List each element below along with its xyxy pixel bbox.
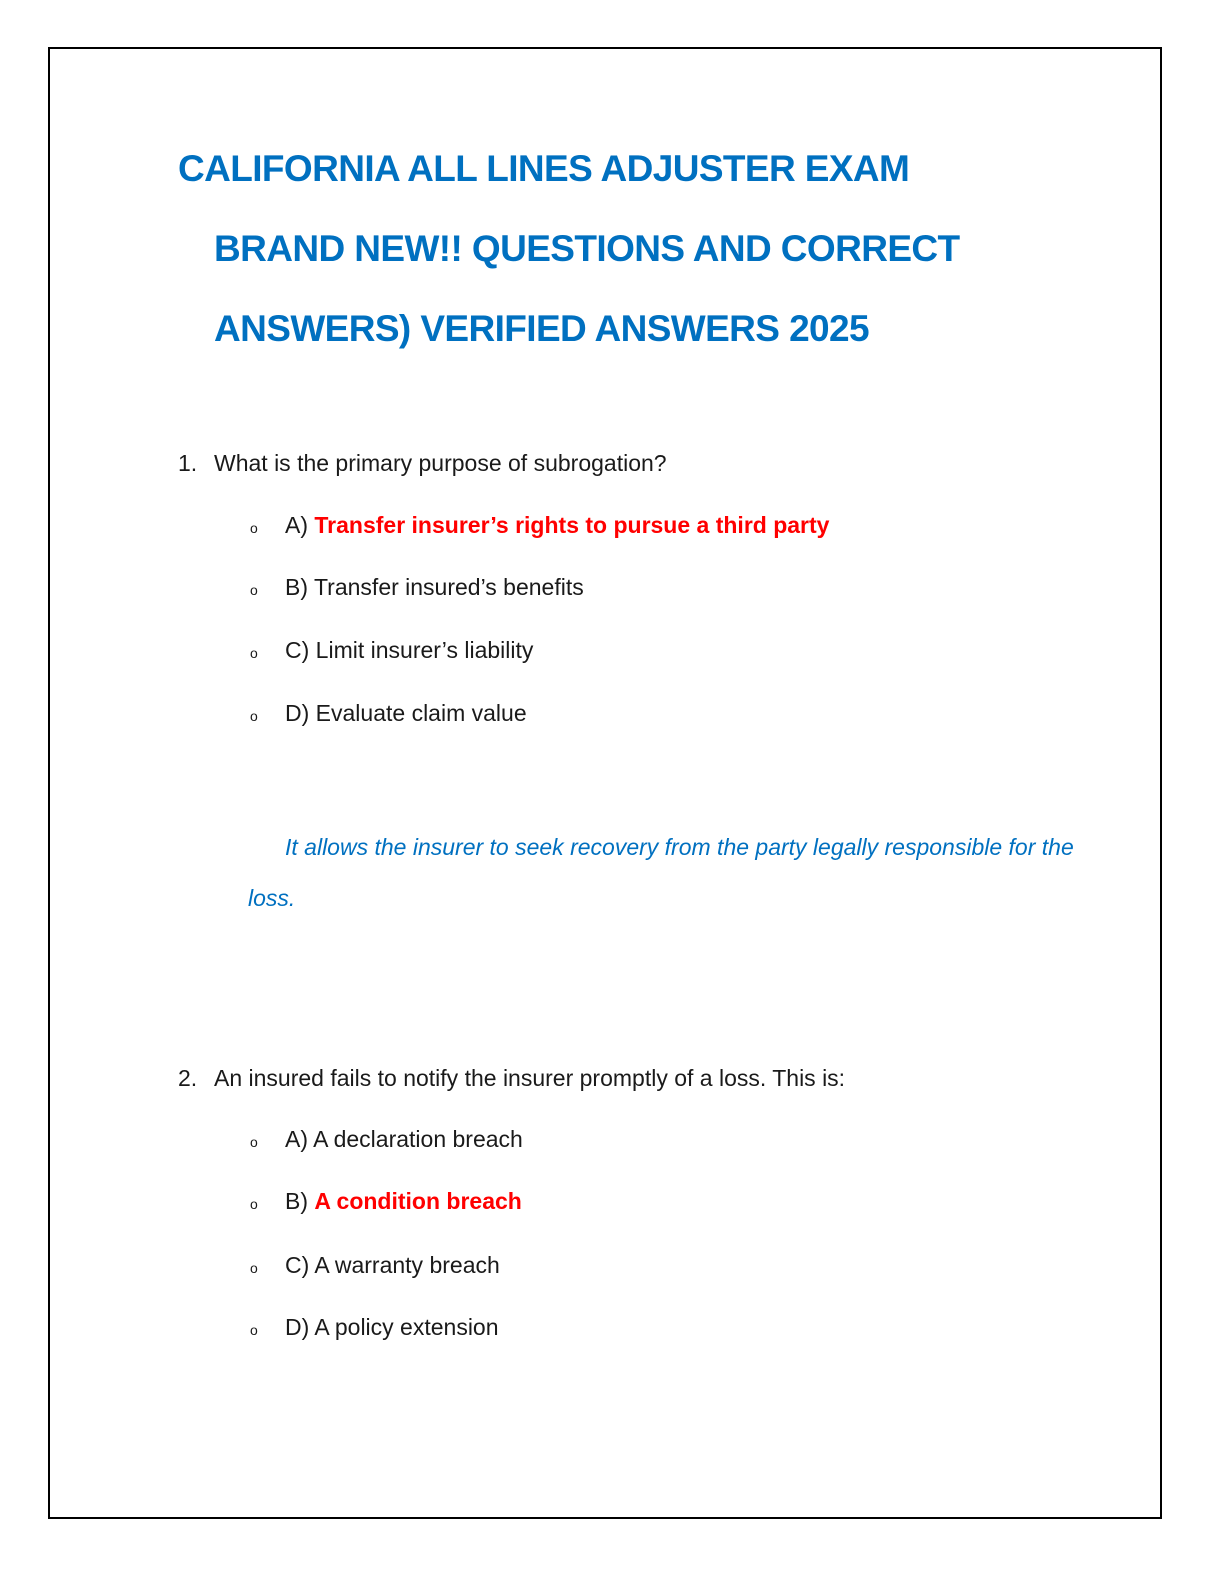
option-text <box>285 637 533 664</box>
circle-bullet-icon: o <box>250 582 258 598</box>
option-label: A warranty breach <box>314 1252 500 1278</box>
correct-answer: Transfer insurer’s rights to pursue a third party <box>314 512 830 538</box>
option-label: Limit insurer’s liability <box>315 637 534 663</box>
option-label: A policy extension <box>314 1314 499 1340</box>
circle-bullet-icon: o <box>250 1196 258 1212</box>
option-label: Evaluate claim value <box>315 700 527 726</box>
option-prefix: A) <box>285 1126 308 1152</box>
correct-answer: A condition breach <box>314 1188 522 1214</box>
title-line-3: ANSWERS) VERIFIED ANSWERS 2025 <box>214 308 869 349</box>
option-label: Transfer insured’s benefits <box>313 574 584 600</box>
option-text <box>285 1252 500 1279</box>
option-text <box>285 574 584 601</box>
title-line-1: CALIFORNIA ALL LINES ADJUSTER EXAM <box>178 148 910 189</box>
option-label: A declaration breach <box>313 1126 523 1152</box>
question-text: An insured fails to notify the insurer promptly of a loss. This is: <box>214 1065 846 1091</box>
option-text <box>285 1314 499 1341</box>
question-number: 1. <box>178 450 198 476</box>
option-text <box>285 512 829 539</box>
title-line-2: BRAND NEW!! QUESTIONS AND CORRECT <box>214 228 960 269</box>
option-prefix: D) <box>285 700 310 726</box>
option-prefix: A) <box>285 512 308 538</box>
answer-explanation: It allows the insurer to seek recovery from the party legally responsible for the loss. <box>248 834 1074 911</box>
option-prefix: C) <box>285 1252 310 1278</box>
question-number: 2. <box>178 1065 198 1091</box>
option-prefix: B) <box>285 574 308 600</box>
option-text <box>285 700 527 727</box>
circle-bullet-icon: o <box>250 1134 258 1150</box>
circle-bullet-icon: o <box>250 1260 258 1276</box>
option-prefix: D) <box>285 1314 310 1340</box>
question-text: What is the primary purpose of subrogation? <box>214 450 667 476</box>
option-text <box>285 1126 523 1153</box>
circle-bullet-icon: o <box>250 645 258 661</box>
circle-bullet-icon: o <box>250 520 258 536</box>
circle-bullet-icon: o <box>250 708 258 724</box>
option-text <box>285 1188 522 1215</box>
circle-bullet-icon: o <box>250 1322 258 1338</box>
option-prefix: C) <box>285 637 310 663</box>
option-prefix: B) <box>285 1188 308 1214</box>
